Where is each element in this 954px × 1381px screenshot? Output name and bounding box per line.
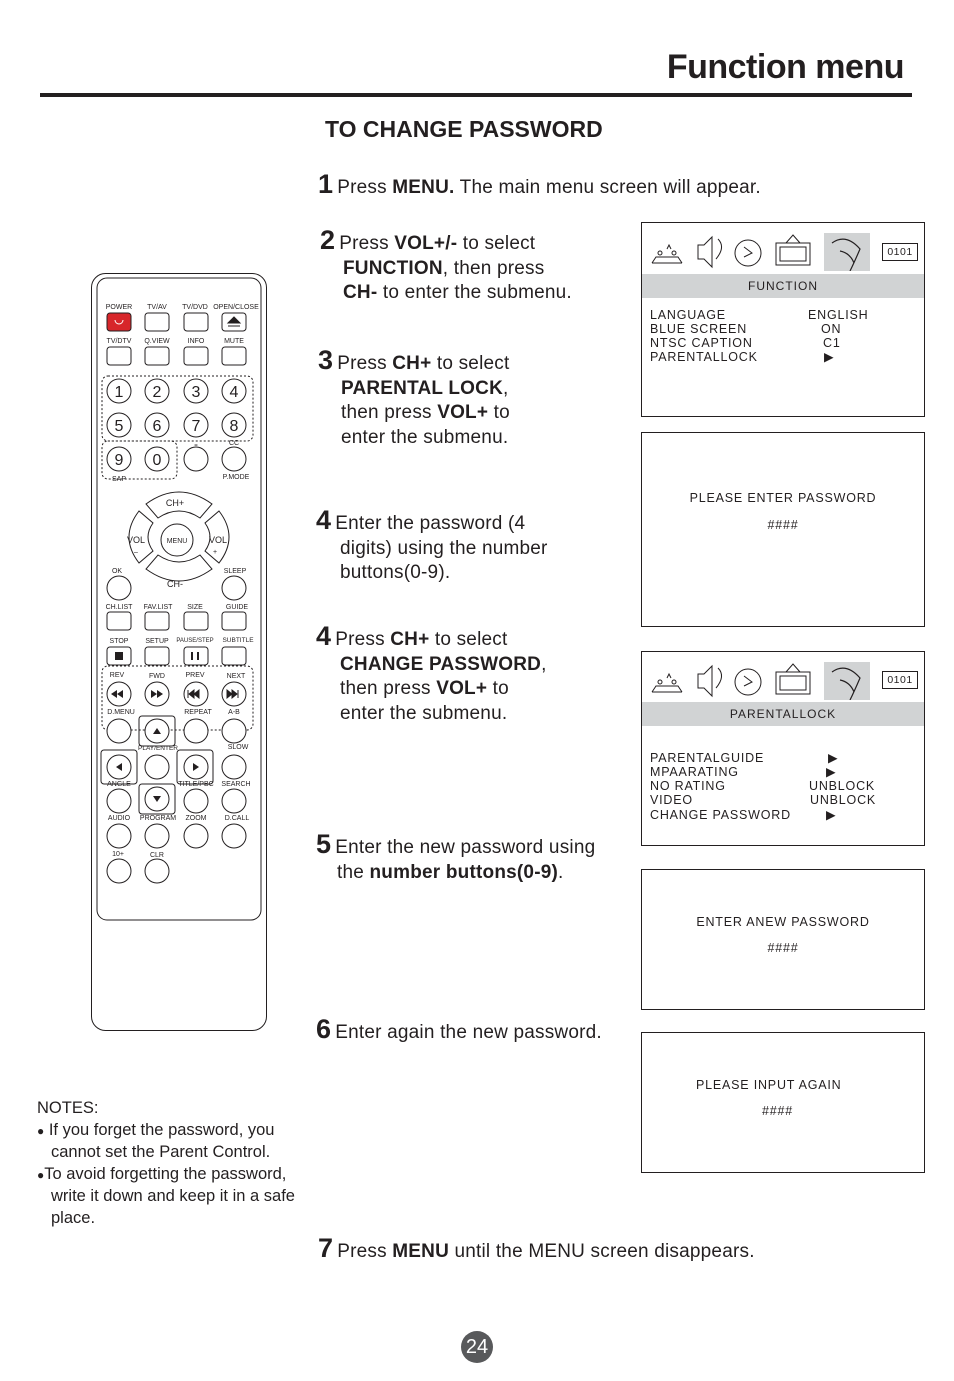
notes-heading: NOTES: [37, 1099, 99, 1117]
dcall-label: D.CALL [224, 815, 250, 822]
zoom-label: ZOOM [185, 815, 207, 822]
menu-row: BLUE SCREEN ON [650, 322, 842, 336]
mute-label: MUTE [224, 338, 244, 345]
enter-password-screen [641, 432, 925, 627]
power-label: POWER [105, 304, 133, 311]
header-rule [40, 93, 912, 97]
step-number: 1 [318, 169, 334, 199]
note-item: ● If you forget the password, you [37, 1120, 275, 1139]
ab-label: A-B [228, 709, 240, 716]
step-number: 5 [316, 829, 332, 859]
tvav-button [145, 313, 169, 331]
remote-button [145, 347, 169, 365]
digit-label: 2 [152, 384, 162, 401]
notes [37, 1098, 295, 1229]
ch-minus-label: CH- [167, 579, 183, 589]
slow-button [222, 755, 246, 779]
remote-button [107, 824, 131, 848]
chlist-label: CH.LIST [105, 604, 133, 611]
menu-row: CHANGE PASSWORD ▶ [650, 808, 837, 822]
menu-bar: FUNCTION [642, 274, 924, 298]
search-button [222, 789, 246, 813]
slow-label: SLOW [227, 744, 249, 751]
code-display: 0101 [882, 243, 918, 261]
menu-icons-row [648, 231, 878, 271]
ch-minus-button [146, 555, 212, 581]
password-mask: #### [767, 941, 799, 955]
playenter-label: PLAY/ENTER [138, 745, 178, 752]
password-mask: #### [762, 1104, 794, 1118]
step-number: 3 [318, 345, 334, 375]
remote-button [184, 347, 208, 365]
menu-row: PARENTALLOCK ▶ [650, 350, 835, 364]
openclose-label: OPEN/CLOSE [213, 304, 259, 311]
dmenu-button [107, 719, 131, 743]
program-label: PROGRAM [139, 815, 177, 822]
cc-button [222, 447, 246, 471]
step-number: 6 [316, 1014, 332, 1044]
repeat-button [184, 719, 208, 743]
ten-plus-button [107, 859, 131, 883]
new-password-screen [641, 869, 925, 1010]
menu-bar: PARENTALLOCK [642, 702, 924, 726]
clr-label: CLR [149, 852, 165, 859]
qview-label: Q.VIEW [144, 338, 170, 345]
page-title: Function menu [666, 48, 904, 86]
remote-button [145, 647, 169, 665]
password-mask: #### [767, 518, 799, 532]
tvdtv-label: TV/DTV [106, 338, 132, 345]
vol-label: VOL [208, 535, 228, 545]
tv-icon [776, 235, 810, 265]
step-5: 5 Enter the new password using the number buttons(0-9). [316, 829, 596, 883]
titlepbc-button [184, 789, 208, 813]
step-number: 7 [318, 1233, 334, 1263]
dmenu-label: D.MENU [107, 709, 135, 716]
digit-label: 7 [191, 418, 201, 435]
menu-row: VIDEO UNBLOCK [650, 793, 877, 807]
clock-icon [735, 669, 761, 695]
play-enter-button [145, 755, 169, 779]
menu-row: NTSC CAPTION C1 [650, 336, 841, 350]
tvav-label: TV/AV [147, 304, 167, 311]
step-number: 2 [320, 225, 336, 255]
page-number: 24 [461, 1331, 493, 1363]
tv-icon [776, 664, 810, 694]
section-title: TO CHANGE PASSWORD [325, 116, 603, 142]
function-menu-screen [641, 222, 925, 417]
speaker-icon [698, 666, 722, 696]
clr-button [145, 859, 169, 883]
sleep-button [222, 576, 246, 600]
menu-row: NO RATING UNBLOCK [650, 779, 876, 793]
picture-icon [652, 674, 682, 692]
step-3: 3 Press CH+ to select PARENTAL LOCK, then press VOL+ to enter the submenu. [318, 345, 510, 448]
digit-label: 1 [114, 384, 124, 401]
step-1: 1 Press MENU. The main menu screen will appear. [318, 169, 761, 199]
menu-row: PARENTALGUIDE ▶ [650, 751, 839, 765]
search-label: SEARCH [221, 781, 251, 788]
sap-label: SAP [111, 476, 127, 483]
ok-button [107, 576, 131, 600]
remote-button [184, 647, 208, 665]
digit-label: 6 [152, 418, 162, 435]
parental-lock-screen [641, 651, 925, 846]
tvdvd-button [184, 313, 208, 331]
note-item-cont: write it down and keep it in a safe [51, 1187, 295, 1205]
step-4b: 4 Press CH+ to select CHANGE PASSWORD, then press VOL+ to enter the submenu. [316, 621, 547, 724]
rev-label: REV [109, 672, 125, 679]
pmode-label: P.MODE [222, 474, 250, 481]
vol-label: VOL [126, 535, 146, 545]
remote-button [184, 612, 208, 630]
ten-plus-label: 10+ [112, 851, 124, 858]
remote-button [222, 612, 246, 630]
dash-label: - [194, 437, 198, 451]
remote-button [145, 612, 169, 630]
remote-button [107, 347, 131, 365]
picture-icon [652, 245, 682, 263]
info-label: INFO [187, 338, 205, 345]
setup-label: SETUP [145, 638, 169, 645]
code-display: 0101 [882, 671, 918, 689]
remote-control-illustration [91, 273, 267, 1031]
digit-label: 5 [114, 418, 124, 435]
note-item-cont: place. [51, 1208, 96, 1227]
power-button [107, 313, 131, 331]
digit-label: 9 [114, 452, 124, 469]
fwd-label: FWD [149, 673, 165, 680]
clock-icon [735, 240, 761, 266]
menu-icons-row [648, 660, 878, 700]
speaker-icon [698, 237, 722, 267]
remote-button [107, 612, 131, 630]
remote-button [184, 824, 208, 848]
angle-button [107, 789, 131, 813]
note-item-cont: cannot set the Parent Control. [51, 1143, 271, 1161]
vol-minus-label: – [134, 549, 138, 556]
ch-plus-label: CH+ [165, 498, 185, 508]
input-again-screen [641, 1032, 925, 1173]
pausestep-label: PAUSE/STEP [176, 638, 214, 644]
audio-label: AUDIO [107, 815, 131, 822]
digit-label: 3 [191, 384, 201, 401]
remote-button [145, 824, 169, 848]
favlist-label: FAV.LIST [143, 604, 173, 611]
angle-label: ANGLE [107, 781, 131, 788]
menu-row: LANGUAGE ENGLISH [650, 308, 869, 322]
password-prompt: ENTER ANEW PASSWORD [696, 915, 870, 929]
prev-label: PREV [185, 672, 205, 679]
menu-row: MPAARATING ▶ [650, 765, 837, 779]
digit-label: 4 [229, 384, 239, 401]
password-prompt: PLEASE INPUT AGAIN [696, 1078, 842, 1092]
step-4a: 4 Enter the password (4 digits) using the number buttons(0-9). [316, 505, 548, 583]
remote-button [222, 347, 246, 365]
password-prompt: PLEASE ENTER PASSWORD [689, 491, 877, 505]
cc-label: CC [228, 440, 240, 447]
digit-label: 8 [229, 418, 239, 435]
ok-label: OK [111, 568, 123, 575]
stop-label: STOP [109, 638, 129, 645]
guide-label: GUIDE [225, 604, 249, 611]
note-item: ●To avoid forgetting the password, [37, 1164, 287, 1183]
step-number: 4 [316, 621, 332, 651]
step-number: 4 [316, 505, 332, 535]
next-label: NEXT [226, 673, 246, 680]
step-7: 7 Press MENU until the MENU screen disappears. [318, 1233, 755, 1263]
sleep-label: SLEEP [223, 568, 247, 575]
tvdvd-label: TV/DVD [182, 304, 208, 311]
vol-plus-label: + [212, 549, 218, 556]
ab-button [222, 719, 246, 743]
size-label: SIZE [187, 604, 203, 611]
subtitle-label: SUBTITLE [222, 637, 254, 644]
titlepbc-label: TITLE/PBC [178, 781, 214, 788]
remote-button [222, 647, 246, 665]
menu-label: MENU [166, 538, 188, 545]
stop-icon [115, 652, 123, 660]
step-6: 6 Enter again the new password. [316, 1014, 602, 1044]
remote-button [222, 824, 246, 848]
repeat-label: REPEAT [184, 709, 212, 716]
digit-label: 0 [152, 452, 162, 469]
step-2: 2 Press VOL+/- to select FUNCTION, then press CH- to enter the submenu. [320, 225, 572, 303]
